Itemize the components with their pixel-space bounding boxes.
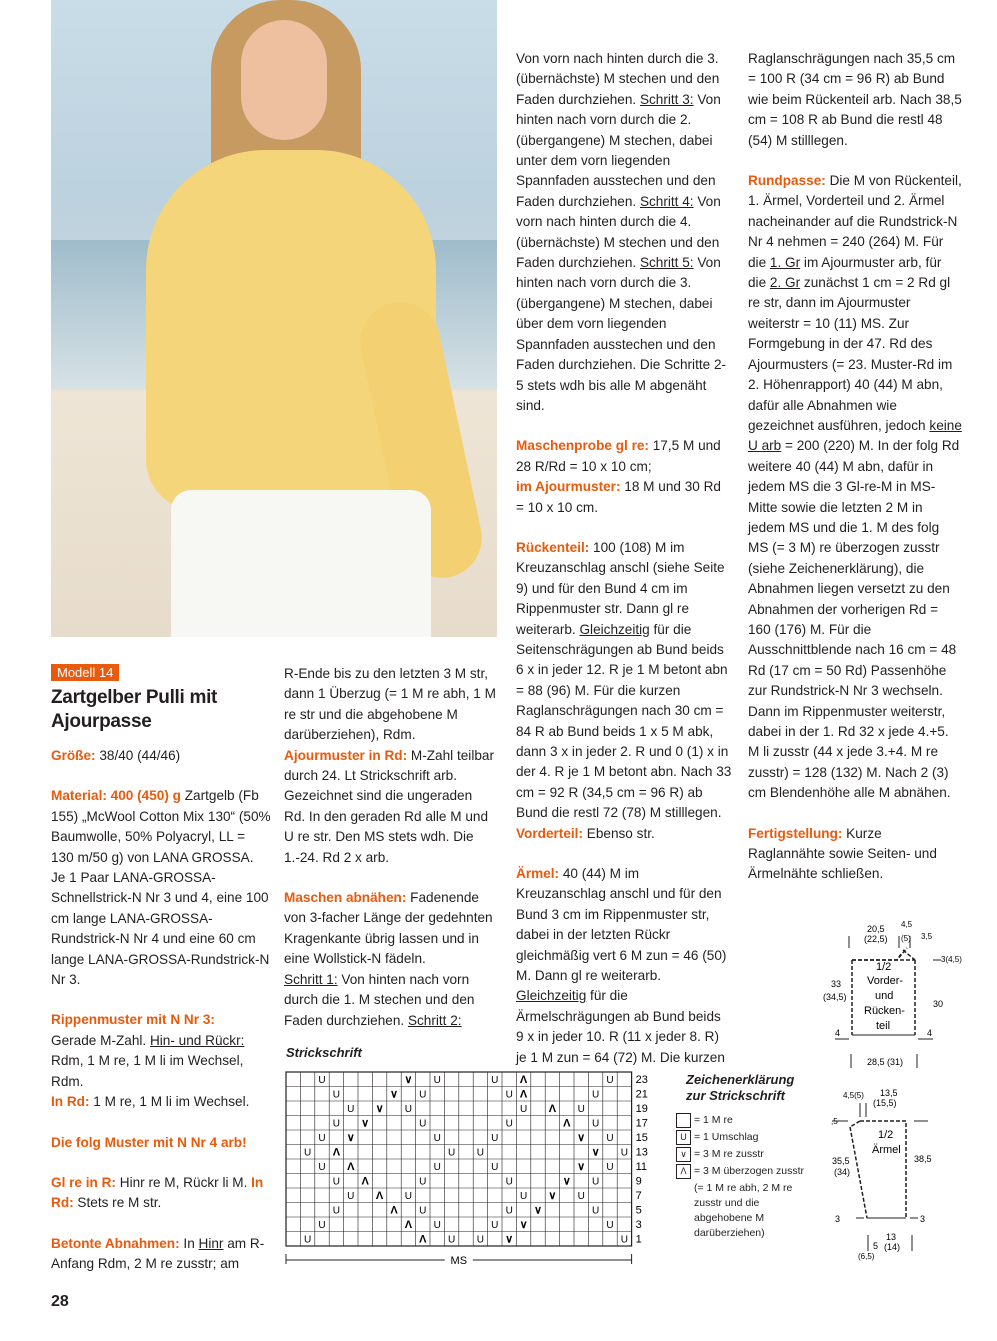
schema2-top-b2: (15,5) [873,1098,897,1108]
chart-stitch-symbol: ∨ [505,1233,514,1246]
ms-label: MS [450,1255,468,1267]
model-face [241,20,327,140]
chart-stitch-symbol: U [591,1089,600,1101]
chart-row-label: 5 [635,1204,642,1217]
chart-stitch-symbol: U [620,1234,629,1246]
chart-stitch-symbol: U [419,1089,427,1101]
chart-stitch-symbol: U [476,1234,485,1246]
sleeve-paragraph: Ärmel: 40 (44) M im Kreuzanschlag anschl und für den Bund 3 cm im Rippenmuster str, dabei in der letzten Rückr gleichmäßig vert 6 M zun = 46 (50) M. Dann gl re weiterarb. Gleichzeitig für die Ärmelschrägungen ab Bund beids 9 x in jeder 10. R (11 x jeder 8. R) je 1 M zun = 64 (72) M. Die kurzen [516,866,727,1065]
schema2-left-height2: (34) [834,1167,851,1177]
stockinette-paragraph: Gl re in R: Hinr re M, Rückr li M. In Rd: Stets re M str. [51,1174,264,1211]
chart-stitch-symbol: U [606,1162,614,1173]
schema1-bund-left: 4 [835,1028,841,1038]
chart-stitch-symbol: U [606,1133,614,1144]
rib-pattern-paragraph: Rippenmuster mit N Nr 3: Gerade M-Zahl. Hin- und Rückr: Rdm, 1 M re, 1 M li im Wechsel, Rdm. In Rd: 1 M re, 1 M li im Wechsel. [51,1012,250,1110]
chart-row-label: 17 [635,1117,648,1130]
chart-stitch-symbol: U [318,1133,326,1144]
chart-stitch-symbol: U [519,1104,528,1115]
schema1-bottom-width: 28,5 (31) [867,1057,904,1067]
chart-stitch-symbol: ∨ [389,1088,399,1101]
chart-stitch-symbol: U [491,1162,499,1173]
sk2p-symbol-icon: Λ [676,1164,691,1179]
chart-title: Strickschrift [286,1045,362,1060]
schema2-bottom-a: 5 [873,1241,879,1251]
chart-stitch-symbol: U [491,1133,499,1144]
knitting-chart [284,1068,664,1268]
schema1-label1: 1/2 [876,961,892,973]
knit-symbol-icon [676,1113,691,1128]
chart-stitch-symbol: Λ [361,1175,369,1188]
following-patterns-note: Die folg Muster mit N Nr 4 arb! [51,1134,247,1150]
chart-stitch-symbol: U [505,1118,513,1130]
legend-title-line-2: zur Strickschrift [686,1088,785,1103]
chart-stitch-symbol: U [491,1220,499,1231]
column-3 [516,49,732,1088]
chart-stitch-symbol: U [318,1162,326,1173]
chart-stitch-symbol: U [606,1220,614,1231]
chart-stitch-symbol: U [519,1191,528,1202]
chart-stitch-symbol: U [332,1205,341,1217]
schema2-left-small: ,5 [831,1117,838,1126]
needles-paragraph: Je 1 Paar LANA-GROSSA-Schnellstrick-N Nr 3 und 4, eine 100 cm lange LANA-GROSSA-Rundstrick-N Nr 4 und eine 60 cm lange LANA-GROSSA-Rundstrick-N Nr 3. [51,870,270,988]
page-number: 28 [51,1293,69,1310]
chart-stitch-symbol: Λ [519,1088,528,1101]
chart-stitch-symbol: Λ [548,1103,557,1115]
chart-row-label: 3 [635,1219,642,1231]
chart-stitch-symbol: U [404,1191,413,1202]
finishing-paragraph: Fertigstellung: Kurze Raglannähte sowie Seiten- und Ärmelnähte schließen. [748,825,937,882]
schema2-bottom-width: 13 [886,1232,897,1242]
front-paragraph: Vorderteil: Ebenso str. [516,825,655,841]
chart-stitch-symbol: U [447,1147,456,1159]
legend-sk2p-text: = 3 M überzogen zusstr [694,1165,805,1177]
legend-yarnover [676,1130,810,1145]
chart-row-label: 11 [635,1161,648,1173]
yoke-paragraph: Rundpasse: Die M von Rückenteil, 1. Ärmel, Vorderteil und 2. Ärmel nacheinander auf die Rundstrick-N Nr 4 nehmen = 240 (264) M. Für die 1. Gr im Ajourmuster arb, für die 2. Gr zunächst 1 cm = 2 Rd gl re str, dann im Ajourmuster weiterstr = 10 (11) MS. Zur Formgebung in der 47. Rd des Ajourmusters (= 23. Muster-Rd im 2. Höhenrapport) 40 (44) M abn, dafür alle Abnahmen wie gezeichnet ausführen, jedoch keine U arb = 200 (220) M. In der folg Rd weitere 40 (44) M abn, dafür in jedem MS die 3 Gl-re-M in MS-Mitte sowie die letzten 2 M in jedem MS und die 1. M des folg MS (= 3 M) re überzogen zusstr (siehe Zeichenerklärung), die Abnahmen liegen versetzt zu den Abnahmen der vorherigen Rd = 160 (176) M. Für die Ausschnittblende nach 16 cm = 48 Rd (17 cm = 50 Rd) Passenhöhe zur Rundstrick-N Nr 3 wechseln. Dann im Rippenmuster weiterstr, dabei in der 1. Rd 32 x jede 4.+5. M li zusstr (44 x jede 3.+4. M re zusstr) = 128 (132) M. Nach 2 (3) cm Blendenhöhe alle M abnähen. [748,173,962,801]
schema1-top-width2: (22,5) [864,934,888,944]
chart-stitch-symbol: Λ [375,1190,384,1202]
chart-stitch-symbol: U [606,1075,614,1086]
chart-stitch-symbol: U [404,1104,413,1115]
yarnover-symbol-icon: U [676,1130,691,1145]
chart-stitch-symbol: ∨ [548,1190,557,1202]
chart-stitch-symbol: ∨ [577,1161,586,1173]
chart-stitch-symbol: Λ [519,1074,528,1086]
chart-stitch-symbol: U [433,1075,441,1086]
chart-stitch-symbol: Λ [419,1233,427,1246]
chart-stitch-symbol: U [447,1234,456,1246]
legend-k3tog-text: = 3 M re zusstr [694,1148,764,1160]
schema1-total-height: 30 [933,999,944,1009]
schema1-right-height: 3(4,5) [941,955,962,964]
legend-knit-text: = 1 M re [694,1114,733,1126]
chart-row-label: 7 [635,1190,642,1202]
pattern-title [51,686,217,734]
chart-row-label: 1 [635,1233,642,1246]
title-line-2: Ajourpasse [51,711,152,732]
column-4 [748,49,962,905]
bind-off-paragraph: Maschen abnähen: Fadenende von 3-facher Länge der gedehnten Kragenkante übrig lassen und in eine Wollstick-N fädeln. Schritt 1: Von hinten nach vorn durch die 1. M stechen und den Faden durchziehen. Schritt 2: [284,890,493,1028]
chart-stitch-symbol: U [419,1205,427,1217]
material-paragraph: Material: 400 (450) g Zartgelb (Fb 155) „McWool Cotton Mix 130“ (50% Baumwolle, 50% Polyacryl, LL = 130 m/50 g) von LANA GROSSA. [51,788,271,865]
schema2-label2: Ärmel [872,1144,901,1156]
decrease-continued: R-Ende bis zu den letzten 3 M str, dann 1 Überzug (= 1 M re abh, 1 M re str und die abgehobene M darüberziehen), Rdm. [284,666,496,743]
chart-stitch-symbol: ∨ [375,1103,384,1115]
legend-knit [676,1113,810,1128]
schema1-raglan-height: 3,5 [921,932,933,941]
gauge-paragraph: Maschenprobe gl re: 17,5 M und 28 R/Rd = 10 x 10 cm; im Ajourmuster: 18 M und 30 Rd = 10 x 10 cm. [516,438,721,515]
schema2-top-b: 13,5 [880,1088,898,1098]
chart-stitch-symbol: U [303,1234,312,1246]
chart-legend [676,1113,810,1241]
schema1-label3: und [875,990,894,1002]
legend-title [686,1072,794,1104]
chart-stitch-symbol: U [318,1075,326,1086]
chart-stitch-symbol: U [433,1133,441,1144]
schema2-left-height: 35,5 [832,1156,850,1166]
schema2-right-height: 38,5 [914,1154,932,1164]
chart-stitch-symbol: ∨ [519,1219,528,1231]
chart-stitch-symbol: Λ [404,1219,413,1231]
k3tog-symbol-icon: ∨ [676,1147,691,1162]
chart-stitch-symbol: U [332,1176,341,1188]
schema1-left-height: 33 [831,979,842,989]
chart-stitch-symbol: U [591,1205,600,1217]
chart-stitch-symbol: ∨ [346,1132,355,1144]
schema1-left-height2: (34,5) [823,992,847,1002]
schema2-top-a: 4,5(5) [843,1091,864,1100]
schema2-bottom-a2: (6,5) [858,1252,875,1261]
chart-stitch-symbol: U [347,1191,355,1202]
chart-row-label: 13 [635,1146,648,1159]
chart-stitch-symbol: U [476,1147,485,1159]
chart-stitch-symbol: U [419,1118,427,1130]
schema1-label4: Rücken- [864,1005,905,1017]
schema1-raglan: 4,5 [901,920,913,929]
model-badge: Modell 14 [51,664,119,681]
chart-row-label: 23 [635,1074,648,1086]
chart-stitch-symbol: U [591,1176,600,1188]
schema1-bund-right: 4 [927,1028,933,1038]
chart-stitch-symbol: U [505,1089,513,1101]
schema2-bund-right: 3 [920,1214,926,1224]
chart-stitch-symbol: U [433,1220,441,1231]
chart-stitch-symbol: Λ [563,1117,571,1130]
schema1-raglan2: (5) [901,934,911,943]
white-pants [171,490,431,637]
schema2-label1: 1/2 [878,1129,894,1141]
decrease-paragraph: Betonte Abnahmen: In Hinr am R-Anfang Rdm, 2 M re zusstr; am [51,1235,265,1272]
model-photo [51,0,497,637]
chart-stitch-symbol: U [620,1147,629,1159]
chart-row-label: 19 [635,1103,648,1115]
chart-stitch-symbol: U [332,1089,341,1101]
chart-stitch-symbol: U [303,1147,312,1159]
steps-paragraph: Von vorn nach hinten durch die 3. (übernächste) M stechen und den Faden durchziehen. Schritt 3: Von hinten nach vorn durch die 2. (übergangene) M stechen, dabei unter dem vorn liegenden Spannfaden ausstechen und den Faden durchziehen. Schritt 4: Von vorn nach hinten durch die 4. (übernächste) M stechen und den Faden durchziehen. Schritt 5: Von hinten nach vorn durch die 3. (übergangene) M stechen, dabei über dem vorn liegenden Spannfaden ausstechen und den Faden durchziehen. Die Schritte 2-5 stets wdh bis alle M abgenäht sind. [516,51,727,413]
chart-stitch-symbol: U [591,1118,600,1130]
legend-note: (= 1 M re abh, 2 M re zusstr und die abgehobene M darüberziehen) [694,1182,793,1239]
chart-row-label: 9 [635,1175,642,1188]
schema2-bund-left: 3 [835,1214,841,1224]
chart-stitch-symbol: U [505,1205,513,1217]
chart-stitch-symbol: ∨ [533,1204,543,1217]
chart-stitch-symbol: U [505,1176,513,1188]
chart-stitch-symbol: U [332,1118,341,1130]
chart-stitch-symbol: U [347,1104,355,1115]
legend-title-line-1: Zeichenerklärung [686,1072,795,1087]
schema1-label2: Vorder- [867,975,904,987]
column-1 [51,746,271,1295]
chart-stitch-symbol: ∨ [404,1074,413,1086]
body-schematic [815,918,975,1073]
chart-stitch-symbol: ∨ [577,1132,586,1144]
chart-stitch-symbol: ∨ [361,1117,370,1130]
chart-stitch-symbol: U [491,1075,499,1086]
chart-stitch-symbol: U [577,1191,585,1202]
chart-stitch-symbol: U [433,1162,441,1173]
chart-row-label: 21 [635,1088,648,1101]
sleeve-schematic [810,1083,970,1273]
size-paragraph: Größe: 38/40 (44/46) [51,748,181,763]
chart-stitch-symbol: Λ [347,1161,355,1173]
schema2-bottom-width2: (14) [884,1242,901,1252]
legend-sk2p [676,1164,810,1179]
chart-stitch-symbol: U [577,1104,585,1115]
title-line-1: Zartgelber Pulli mit [51,687,218,708]
chart-stitch-symbol: ∨ [562,1175,571,1188]
legend-k3tog [676,1147,810,1162]
legend-yarnover-text: = 1 Umschlag [694,1131,759,1143]
back-paragraph: Rückenteil: 100 (108) M im Kreuzanschlag anschl (siehe Seite 9) und für den Bund 4 cm im Rippenmuster str. Dann gl re weiterarb. Gleichzeitig für die Seitenschrägungen ab Bund beids 6 x in jeder 12. R je 1 M betont abn = 88 (96) M. Für die kurzen Raglanschrägungen nach 30 cm = 84 R ab Bund beids 1 x 5 M abk, dann 3 x in jeder 2. R und 0 (1) x in der 4. R je 1 M betont abn. Nach 33 cm = 92 R (34,5 cm = 96 R) ab Bund die restl 72 (78) M stilllegen. [516,539,732,821]
lace-pattern-paragraph: Ajourmuster in Rd: M-Zahl teilbar durch 24. Lt Strickschrift arb. Gezeichnet sind die ungeraden Rd. In den geraden Rd alle M und U re str. Den MS stets wdh. Die 1.-24. Rd 2 x arb. [284,747,494,865]
chart-stitch-symbol: Λ [332,1146,341,1159]
chart-stitch-symbol: U [318,1220,326,1231]
schema1-label5: teil [876,1020,891,1032]
chart-stitch-symbol: U [419,1176,427,1188]
chart-stitch-symbol: Λ [390,1204,398,1217]
chart-row-label: 15 [635,1132,648,1144]
schema1-top-width: 20,5 [867,924,885,934]
chart-stitch-symbol: ∨ [591,1146,600,1159]
sleeve-continued: Raglanschrägungen nach 35,5 cm = 100 R (34 cm = 96 R) ab Bund wie beim Rückenteil arb. Nach 38,5 cm = 108 R ab Bund die restl 48 (54) M stilllegen. [748,51,962,148]
column-2 [284,664,496,1051]
